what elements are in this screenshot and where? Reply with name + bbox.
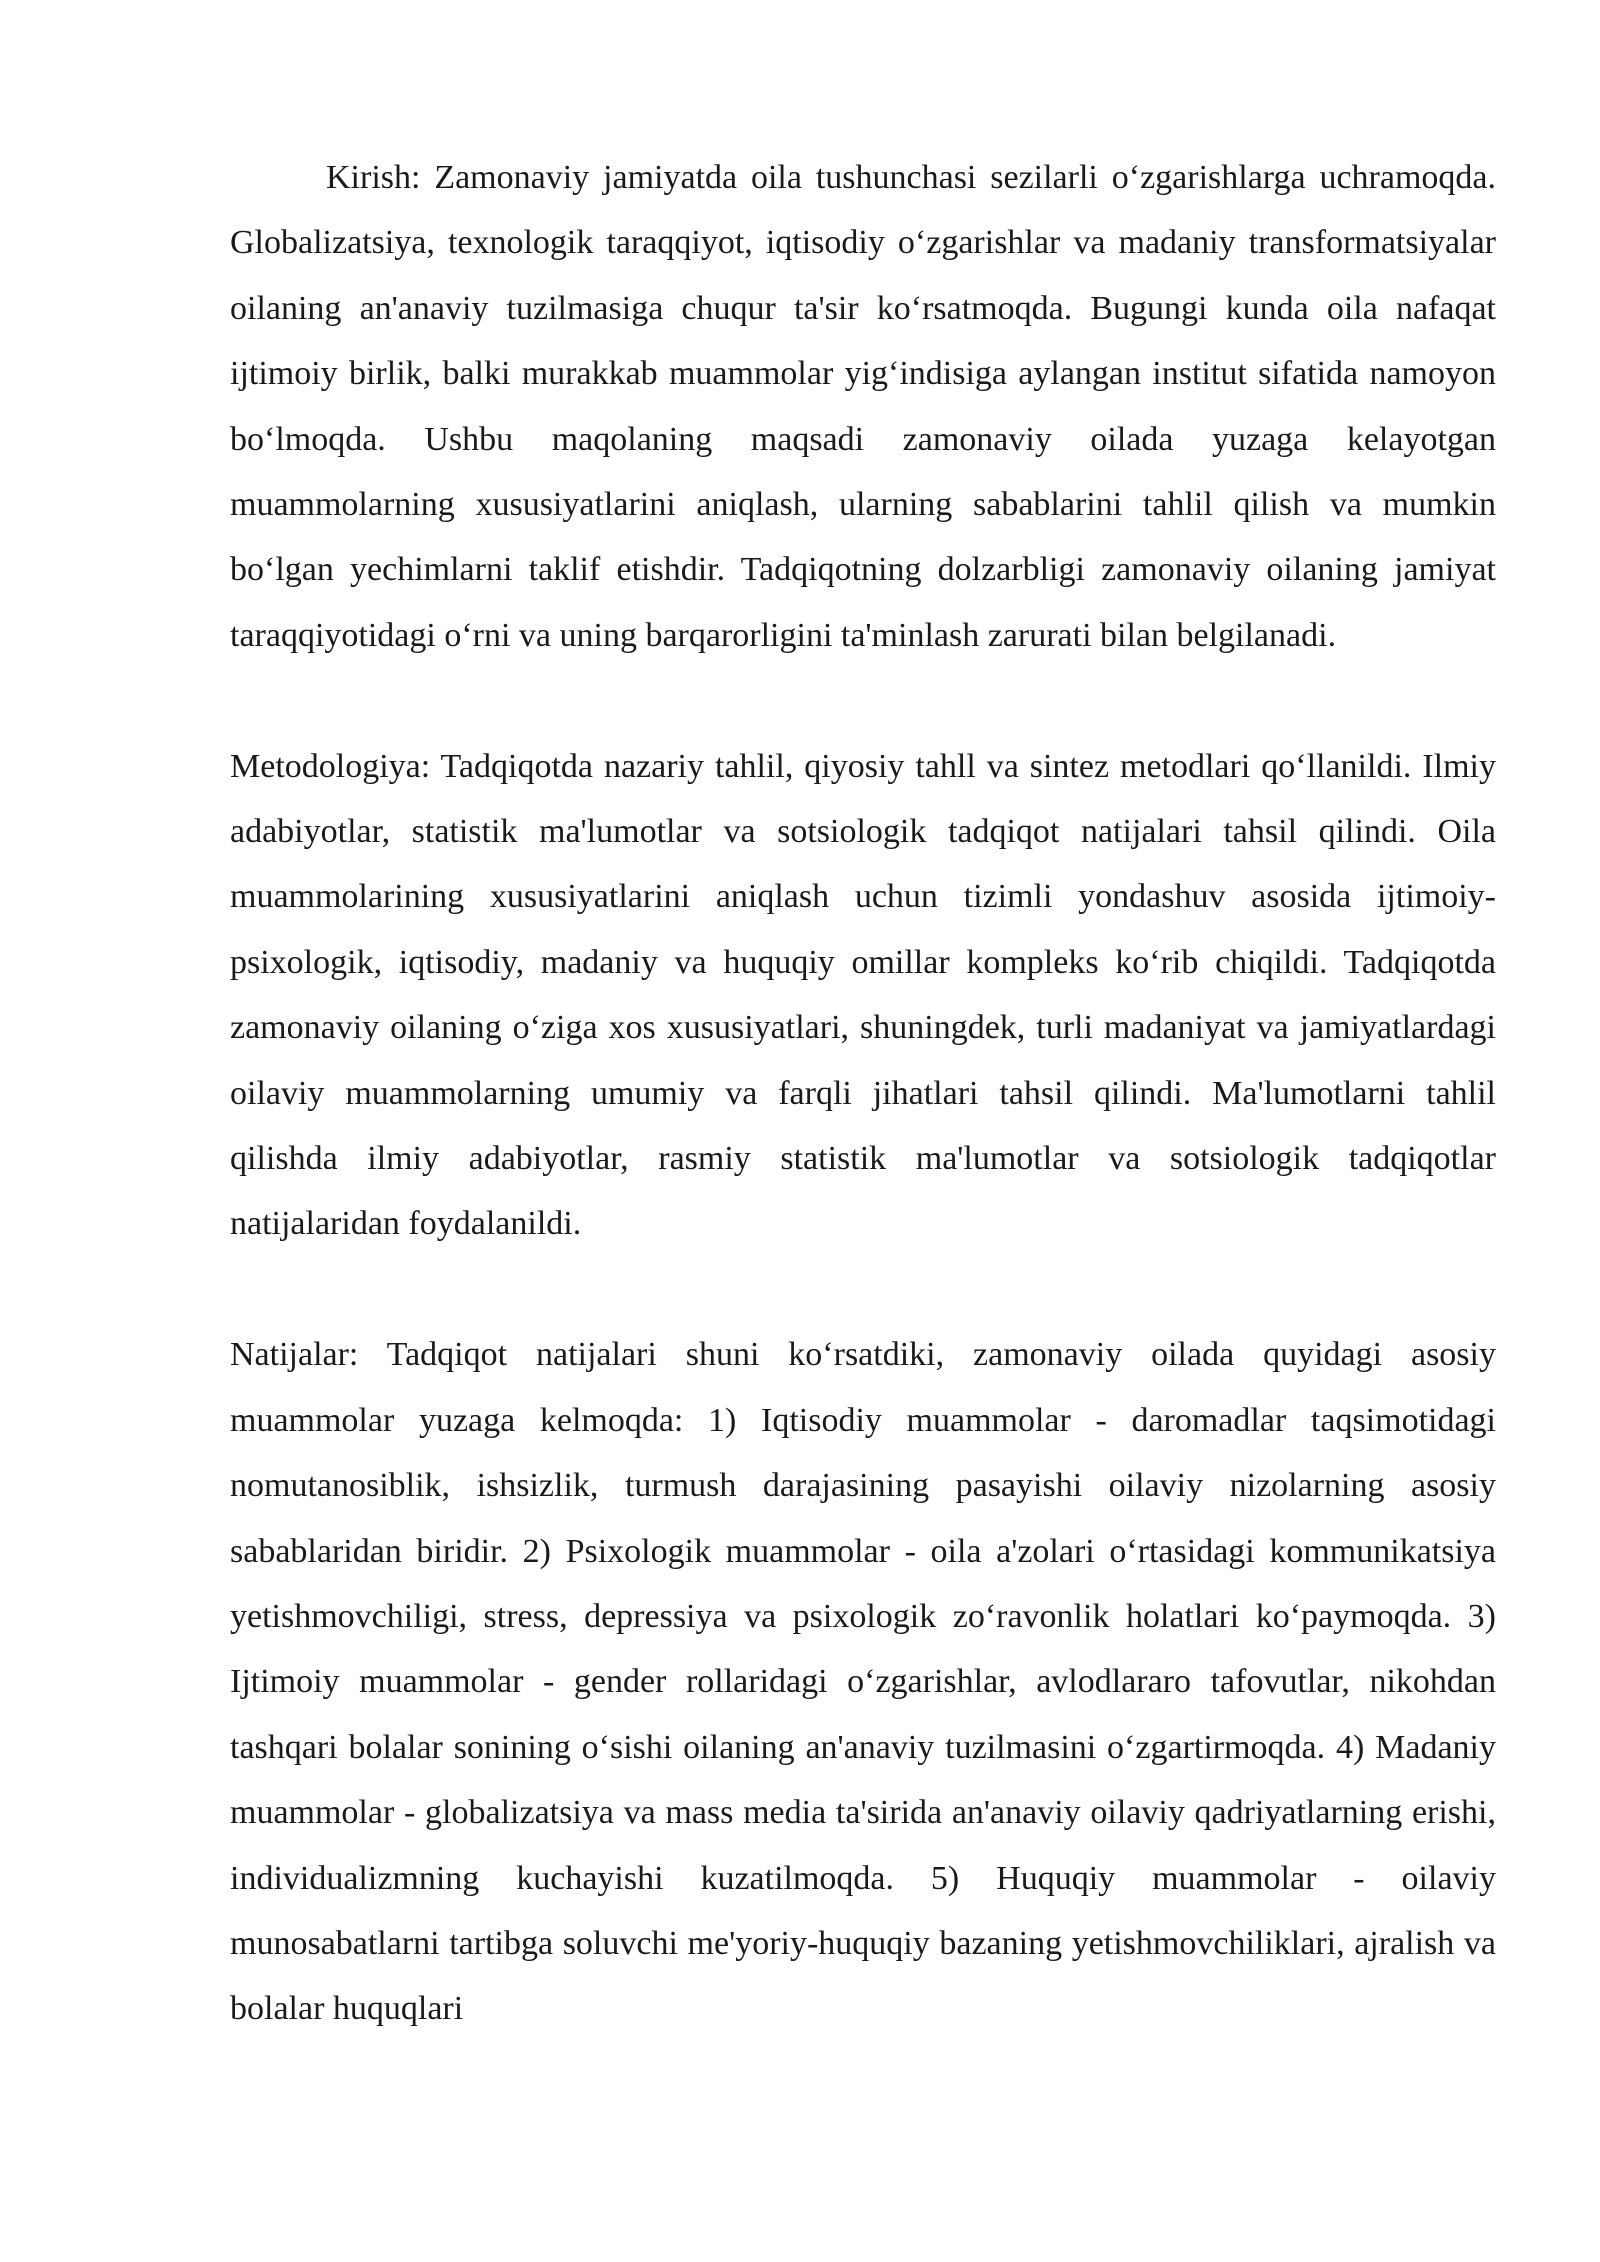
paragraph-introduction: Kirish: Zamonaviy jamiyatda oila tushunchasi sezilarli o‘zgarishlarga uchramoqda. Globalizatsiya, texnologik taraqqiyot, iqtisodiy o‘zgarishlar va madaniy transformatsiyalar oilaning an'anaviy tuzilmasiga chuqur ta'sir ko‘rsatmoqda. Bugungi kunda oila nafaqat ijtimoiy birlik, balki murakkab muammolar yig‘indisiga aylangan institut sifatida namoyon bo‘lmoqda. Ushbu maqolaning maqsadi zamonaviy oilada yuzaga kelayotgan muammolarning xususiyatlarini aniqlash, ularning sabablarini tahlil qilish va mumkin bo‘lgan yechimlarni taklif etishdir. Tadqiqotning dolzarbligi zamonaviy oilaning jamiyat taraqqiyotidagi o‘rni va uning barqarorligini ta'minlash zarurati bilan belgilanadi. xyxy=(230,159,1496,654)
paragraph-methodology: Metodologiya: Tadqiqotda nazariy tahlil, qiyosiy tahll va sintez metodlari qo‘llanildi. Ilmiy adabiyotlar, statistik ma'lumotlar va sotsiologik tadqiqot natijalari tahsil qilindi. Oila muammolarining xususiyatlarini aniqlash uchun tizimli yondashuv asosida ijtimoiy-psixologik, iqtisodiy, madaniy va huquqiy omillar kompleks ko‘rib chiqildi. Tadqiqotda zamonaviy oilaning o‘ziga xos xususiyatlari, shuningdek, turli madaniyat va jamiyatlardagi oilaviy muammolarning umumiy va farqli jihatlari tahsil qilindi. Ma'lumotlarni tahlil qilishda ilmiy adabiyotlar, rasmiy statistik ma'lumotlar va sotsiologik tadqiqotlar natijalaridan foydalanildi. xyxy=(230,747,1496,1243)
paragraph-spacer xyxy=(230,1257,1496,1322)
paragraph-spacer xyxy=(230,668,1496,733)
document-body xyxy=(230,145,1496,2042)
paragraph-results: Natijalar: Tadqiqot natijalari shuni ko‘rsatdiki, zamonaviy oilada quyidagi asosiy muammolar yuzaga kelmoqda: 1) Iqtisodiy muammolar - daromadlar taqsimotidagi nomutanosiblik, ishsizlik, turmush darajasining pasayishi oilaviy nizolarning asosiy sabablaridan biridir. 2) Psixologik muammolar - oila a'zolari o‘rtasidagi kommunikatsiya yetishmovchiligi, stress, depressiya va psixologik zo‘ravonlik holatlari ko‘paymoqda. 3) Ijtimoiy muammolar - gender rollaridagi o‘zgarishlar, avlodlararo tafovutlar, nikohdan tashqari bolalar sonining o‘sishi oilaning an'anaviy tuzilmasini o‘zgartirmoqda. 4) Madaniy muammolar - globalizatsiya va mass media ta'sirida an'anaviy oilaviy qadriyatlarning erishi, individualizmning kuchayishi kuzatilmoqda. 5) Huquqiy muammolar - oilaviy munosabatlarni tartibga soluvchi me'yoriy-huquqiy bazaning yetishmovchiliklari, ajralish va bolalar huquqlari xyxy=(230,1336,1496,2028)
